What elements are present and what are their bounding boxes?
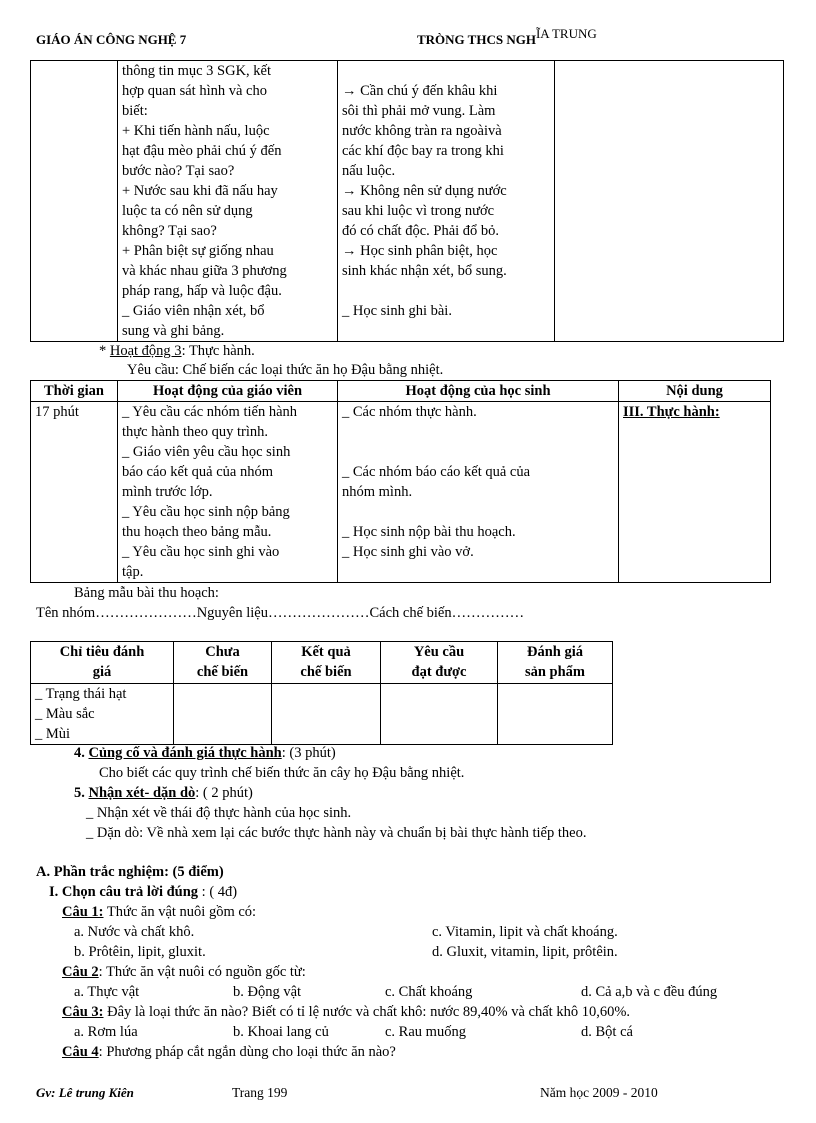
- teacher-activity-cell: [118, 61, 338, 342]
- activity-3-title: Hoạt động 3: [109, 343, 182, 359]
- question-label: Câu 1:: [62, 904, 104, 920]
- q2-option-c: c. Chất khoáng: [385, 984, 473, 1000]
- text-line: _ Giáo viên nhận xét, bổ: [122, 303, 265, 319]
- section-5-heading: [74, 783, 253, 803]
- col-header-content: Nội dung: [619, 381, 771, 402]
- q1-option-c: c. Vitamin, lipit và chất khoáng.: [432, 924, 618, 940]
- header-line: Yêu cầu: [413, 644, 465, 660]
- q3-option-d: d. Bột cá: [581, 1024, 633, 1040]
- time-cell: 17 phút: [31, 402, 118, 583]
- text-line: → Cần chú ý đến khâu khi: [342, 83, 498, 99]
- col-header-student: Hoạt động của học sinh: [338, 381, 619, 402]
- header-line: giá: [92, 664, 112, 680]
- question-label: Câu 2: [62, 964, 99, 980]
- question-3: [62, 1002, 630, 1022]
- content-cell: [555, 61, 784, 342]
- activity-3-heading: [99, 341, 255, 361]
- text-line: → Học sinh phân biệt, học: [342, 243, 498, 259]
- activity-3-title-rest: : Thực hành.: [181, 343, 255, 359]
- eval-header-criteria: [31, 642, 174, 684]
- q2-option-d: d. Cả a,b và c đều đúng: [581, 984, 718, 1000]
- part-i-points: : ( 4đ): [198, 884, 238, 900]
- quiz-part-i: [49, 882, 237, 902]
- text-line: _ Yêu cầu học sinh ghi vào: [122, 544, 280, 560]
- text-line: pháp rang, hấp và luộc đậu.: [122, 283, 282, 299]
- text-line: bước nào? Tại sao?: [122, 163, 235, 179]
- header-line: Chưa: [205, 644, 240, 660]
- q2-option-a: a. Thực vật: [74, 984, 140, 1000]
- text-line: thu hoạch theo bảng mẫu.: [122, 524, 272, 540]
- q1-option-a: a. Nước và chất khô.: [74, 924, 195, 940]
- footer-page: Trang 199: [232, 1085, 288, 1100]
- text-line: [342, 442, 614, 462]
- header-line: Chỉ tiêu đánh: [59, 644, 145, 660]
- header-line: đạt được: [411, 664, 467, 680]
- lesson-table-continued: [30, 60, 784, 342]
- content-cell: [619, 402, 771, 583]
- q1-option-d: d. Gluxit, vitamin, lipit, prôtêin.: [432, 944, 618, 960]
- text-line: sinh khác nhận xét, bổ sung.: [342, 263, 507, 279]
- q3-option-c: c. Rau muống: [385, 1024, 466, 1040]
- text-line: thông tin mục 3 SGK, kết: [122, 63, 272, 79]
- text-line: tập.: [122, 564, 144, 580]
- q3-option-b: b. Khoai lang củ: [233, 1024, 329, 1040]
- report-intro: Bảng mẫu bài thu hoạch:: [74, 585, 219, 601]
- criteria-item: _ Màu sắc: [35, 706, 95, 722]
- empty-cell: [498, 684, 613, 745]
- text-line: biết:: [122, 103, 148, 119]
- section-5-line-1: _ Nhận xét về thái độ thực hành của học sinh.: [86, 805, 352, 821]
- eval-header-raw: [174, 642, 272, 684]
- question-text: Thức ăn vật nuôi gồm có:: [103, 904, 257, 920]
- text-line: [342, 281, 550, 301]
- text-line: → Không nên sử dụng nước: [342, 183, 507, 199]
- section-5-line-2: _ Dặn dò: Về nhà xem lại các bước thực hành này và chuẩn bị bài thực hành tiếp theo.: [86, 825, 587, 841]
- question-text: : Thức ăn vật nuôi có nguồn gốc từ:: [98, 964, 306, 980]
- practice-table: [30, 380, 771, 583]
- header-line: Kết quả: [301, 644, 351, 660]
- header-school-main: TRÒNG THCS NGH: [417, 32, 536, 47]
- text-line: _ Yêu cầu học sinh nộp bảng: [122, 504, 290, 520]
- text-line: luộc ta có nên sử dụng: [122, 203, 253, 219]
- section-number: 4.: [74, 745, 89, 761]
- header-line: chế biến: [196, 664, 249, 680]
- footer-year: Năm học 2009 - 2010: [540, 1085, 658, 1100]
- criteria-item: _ Mùi: [35, 726, 71, 742]
- text-line: nước không tràn ra ngoàivà: [342, 123, 502, 139]
- criteria-cell: [31, 684, 174, 745]
- empty-cell: [381, 684, 498, 745]
- text-line: _ Học sinh nộp bài thu hoạch.: [342, 524, 516, 540]
- text-line: [342, 422, 614, 442]
- question-label: Câu 3:: [62, 1004, 104, 1020]
- quiz-part-a: A. Phần trắc nghiệm: (5 điểm): [36, 864, 224, 880]
- q2-option-b: b. Động vật: [233, 984, 302, 1000]
- question-text: : Phương pháp cắt ngắn dùng cho loại thức ăn nào?: [98, 1044, 396, 1060]
- text-line: hợp quan sát hình và cho: [122, 83, 267, 99]
- text-line: sung và ghi bảng.: [122, 323, 225, 339]
- text-line: nấu luộc.: [342, 163, 396, 179]
- eval-header-rating: [498, 642, 613, 684]
- text-line: _ Các nhóm báo cáo kết quả của: [342, 464, 531, 480]
- text-line: + Nước sau khi đã nấu hay: [122, 183, 278, 199]
- text-line: sau khi luộc vì trong nước: [342, 203, 495, 219]
- question-4: [62, 1042, 396, 1062]
- report-fields: Tên nhóm…………………Nguyên liệu…………………Cách chế biến……………: [36, 605, 525, 621]
- col-header-teacher: Hoạt động của giáo viên: [118, 381, 338, 402]
- section-number: 5.: [74, 785, 89, 801]
- section-title: Nhận xét- dặn dò: [88, 785, 196, 801]
- activity-3-requirement: Yêu cầu: Chế biến các loại thức ăn họ Đậu bằng nhiệt.: [127, 362, 444, 378]
- text-line: không? Tại sao?: [122, 223, 217, 239]
- empty-cell: [272, 684, 381, 745]
- text-line: hạt đậu mèo phải chú ý đến: [122, 143, 282, 159]
- question-1: [62, 902, 256, 922]
- section-heading: III. Thực hành:: [623, 404, 720, 420]
- question-label: Câu 4: [62, 1044, 99, 1060]
- evaluation-table: [30, 641, 613, 745]
- text-line: báo cáo kết quả của nhóm: [122, 464, 273, 480]
- teacher-activity-cell: [118, 402, 338, 583]
- header-line: sản phẩm: [524, 664, 586, 680]
- header-school-sup: ĨA TRUNG: [535, 26, 597, 41]
- text-line: _ Giáo viên yêu cầu học sinh: [122, 444, 291, 460]
- text-line: _ Học sinh ghi vào vở.: [342, 544, 474, 560]
- section-4-heading: [74, 743, 336, 763]
- q3-option-a: a. Rơm lúa: [74, 1024, 138, 1040]
- criteria-item: _ Trạng thái hạt: [35, 686, 127, 702]
- header-line: chế biến: [300, 664, 352, 680]
- eval-header-requirement: [381, 642, 498, 684]
- text-line: _ Yêu cầu các nhóm tiến hành: [122, 404, 298, 420]
- text-line: + Phân biệt sự giống nhau: [122, 243, 274, 259]
- time-cell: [31, 61, 118, 342]
- question-2: [62, 962, 306, 982]
- section-duration: : ( 2 phút): [195, 785, 253, 801]
- part-i-title: I. Chọn câu trả lời đúng: [49, 884, 199, 900]
- section-title: Củng cố và đánh giá thực hành: [88, 745, 282, 761]
- q1-option-b: b. Prôtêin, lipit, gluxit.: [74, 944, 206, 960]
- text-line: _ Học sinh ghi bài.: [342, 303, 452, 319]
- eval-header-result: [272, 642, 381, 684]
- text-line: _ Các nhóm thực hành.: [342, 404, 477, 420]
- student-activity-cell: [338, 402, 619, 583]
- text-line: + Khi tiến hành nấu, luộc: [122, 123, 270, 139]
- text-line: các khí độc bay ra trong khi: [342, 143, 504, 159]
- question-text: Đây là loại thức ăn nào? Biết có tỉ lệ nước và chất khô: nước 89,40% và chất khô 10,60%.: [103, 1004, 631, 1020]
- text-line: mình trước lớp.: [122, 484, 213, 500]
- section-duration: : (3 phút): [281, 745, 336, 761]
- text-line: và khác nhau giữa 3 phương: [122, 263, 287, 279]
- text-line: sôi thì phải mở vung. Làm: [342, 103, 496, 119]
- text-line: thực hành theo quy trình.: [122, 424, 268, 440]
- header-subject: GIÁO ÁN CÔNG NGHỆ 7: [36, 32, 187, 47]
- footer-teacher: Gv: Lê trung Kiên: [36, 1085, 134, 1100]
- bullet: *: [99, 343, 110, 359]
- text-line: [342, 502, 614, 522]
- text-line: [342, 61, 550, 81]
- student-activity-cell: [338, 61, 555, 342]
- text-line: nhóm mình.: [342, 484, 413, 500]
- section-4-text: Cho biết các quy trình chế biến thức ăn cây họ Đậu bằng nhiệt.: [99, 765, 465, 781]
- col-header-time: Thời gian: [31, 381, 118, 402]
- header-school: [417, 26, 597, 48]
- empty-cell: [174, 684, 272, 745]
- text-line: đó có chất độc. Phải đổ bỏ.: [342, 223, 500, 239]
- header-line: Đánh giá: [526, 644, 583, 660]
